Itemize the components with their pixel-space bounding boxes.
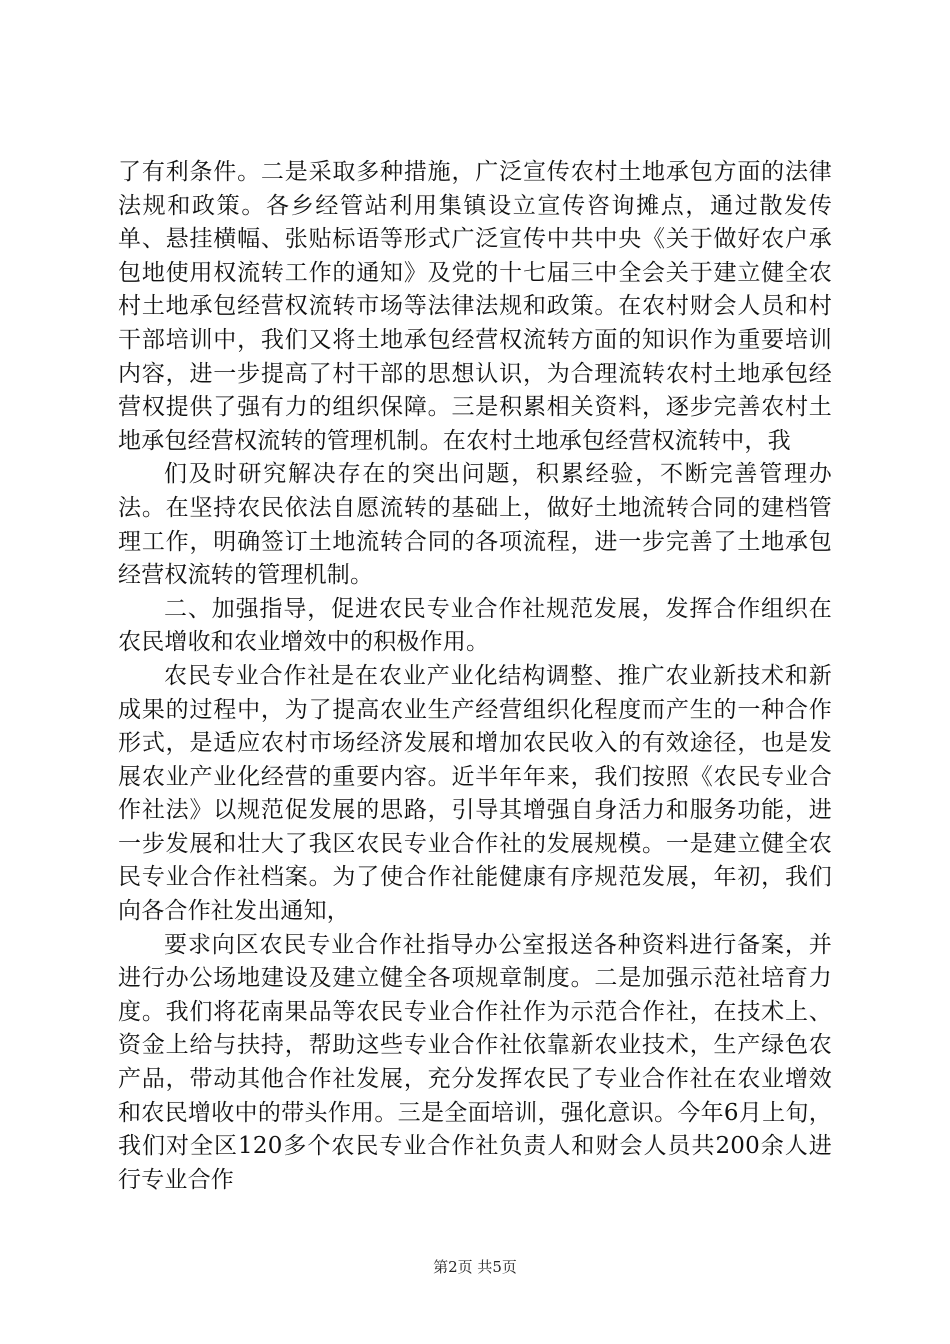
document-body — [118, 156, 832, 1197]
page-number-footer: 第2页 共5页 — [433, 1258, 517, 1276]
paragraph-5: 要求向区农民专业合作社指导办公室报送各种资料进行备案，并进行办公场地建设及建立健全各项规章制度。二是加强示范社培育力度。我们将花南果品等农民专业合作社作为示范合作社，在技术上、资金上给与扶持，帮助这些专业合作社依靠新农业技术，生产绿色农产品，带动其他合作社发展，充分发挥农民了专业合作社在农业增效和农民增收中的带头作用。三是全面培训，强化意识。今年6月上旬，我们对全区120多个农民专业合作社负责人和财会人员共200余人进行专业合作 — [118, 931, 832, 1193]
paragraph-2: 们及时研究解决存在的突出问题，积累经验，不断完善管理办法。在坚持农民依法自愿流转的基础上，做好土地流转合同的建档管理工作，明确签订土地流转合同的各项流程，进一步完善了土地承包经营权流转的管理机制。 — [118, 461, 832, 589]
paragraph-3-heading: 二、加强指导，促进农民专业合作社规范发展，发挥合作组织在农民增收和农业增效中的积极作用。 — [118, 595, 832, 656]
paragraph-1: 了有利条件。二是采取多种措施，广泛宣传农村土地承包方面的法律法规和政策。各乡经管站利用集镇设立宣传咨询摊点，通过散发传单、悬挂横幅、张贴标语等形式广泛宣传中共中央《关于做好农户承包地使用权流转工作的通知》及党的十七届三中全会关于建立健全农村土地承包经营权流转市场等法律法规和政策。在农村财会人员和村干部培训中，我们又将土地承包经营权流转方面的知识作为重要培训内容，进一步提高了村干部的思想认识，为合理流转农村土地承包经营权提供了强有力的组织保障。三是积累相关资料，逐步完善农村土地承包经营权流转的管理机制。在农村土地承包经营权流转中，我 — [118, 159, 832, 454]
paragraph-4: 农民专业合作社是在农业产业化结构调整、推广农业新技术和新成果的过程中，为了提高农业生产经营组织化程度而产生的一种合作形式，是适应农村市场经济发展和增加农民收入的有效途径，也是发展农业产业化经营的重要内容。近半年年来，我们按照《农民专业合作社法》以规范促发展的思路，引导其增强自身活力和服务功能，进一步发展和壮大了我区农民专业合作社的发展规模。一是建立健全农民专业合作社档案。为了使合作社能健康有序规范发展，年初，我们向各合作社发出通知， — [118, 662, 832, 925]
